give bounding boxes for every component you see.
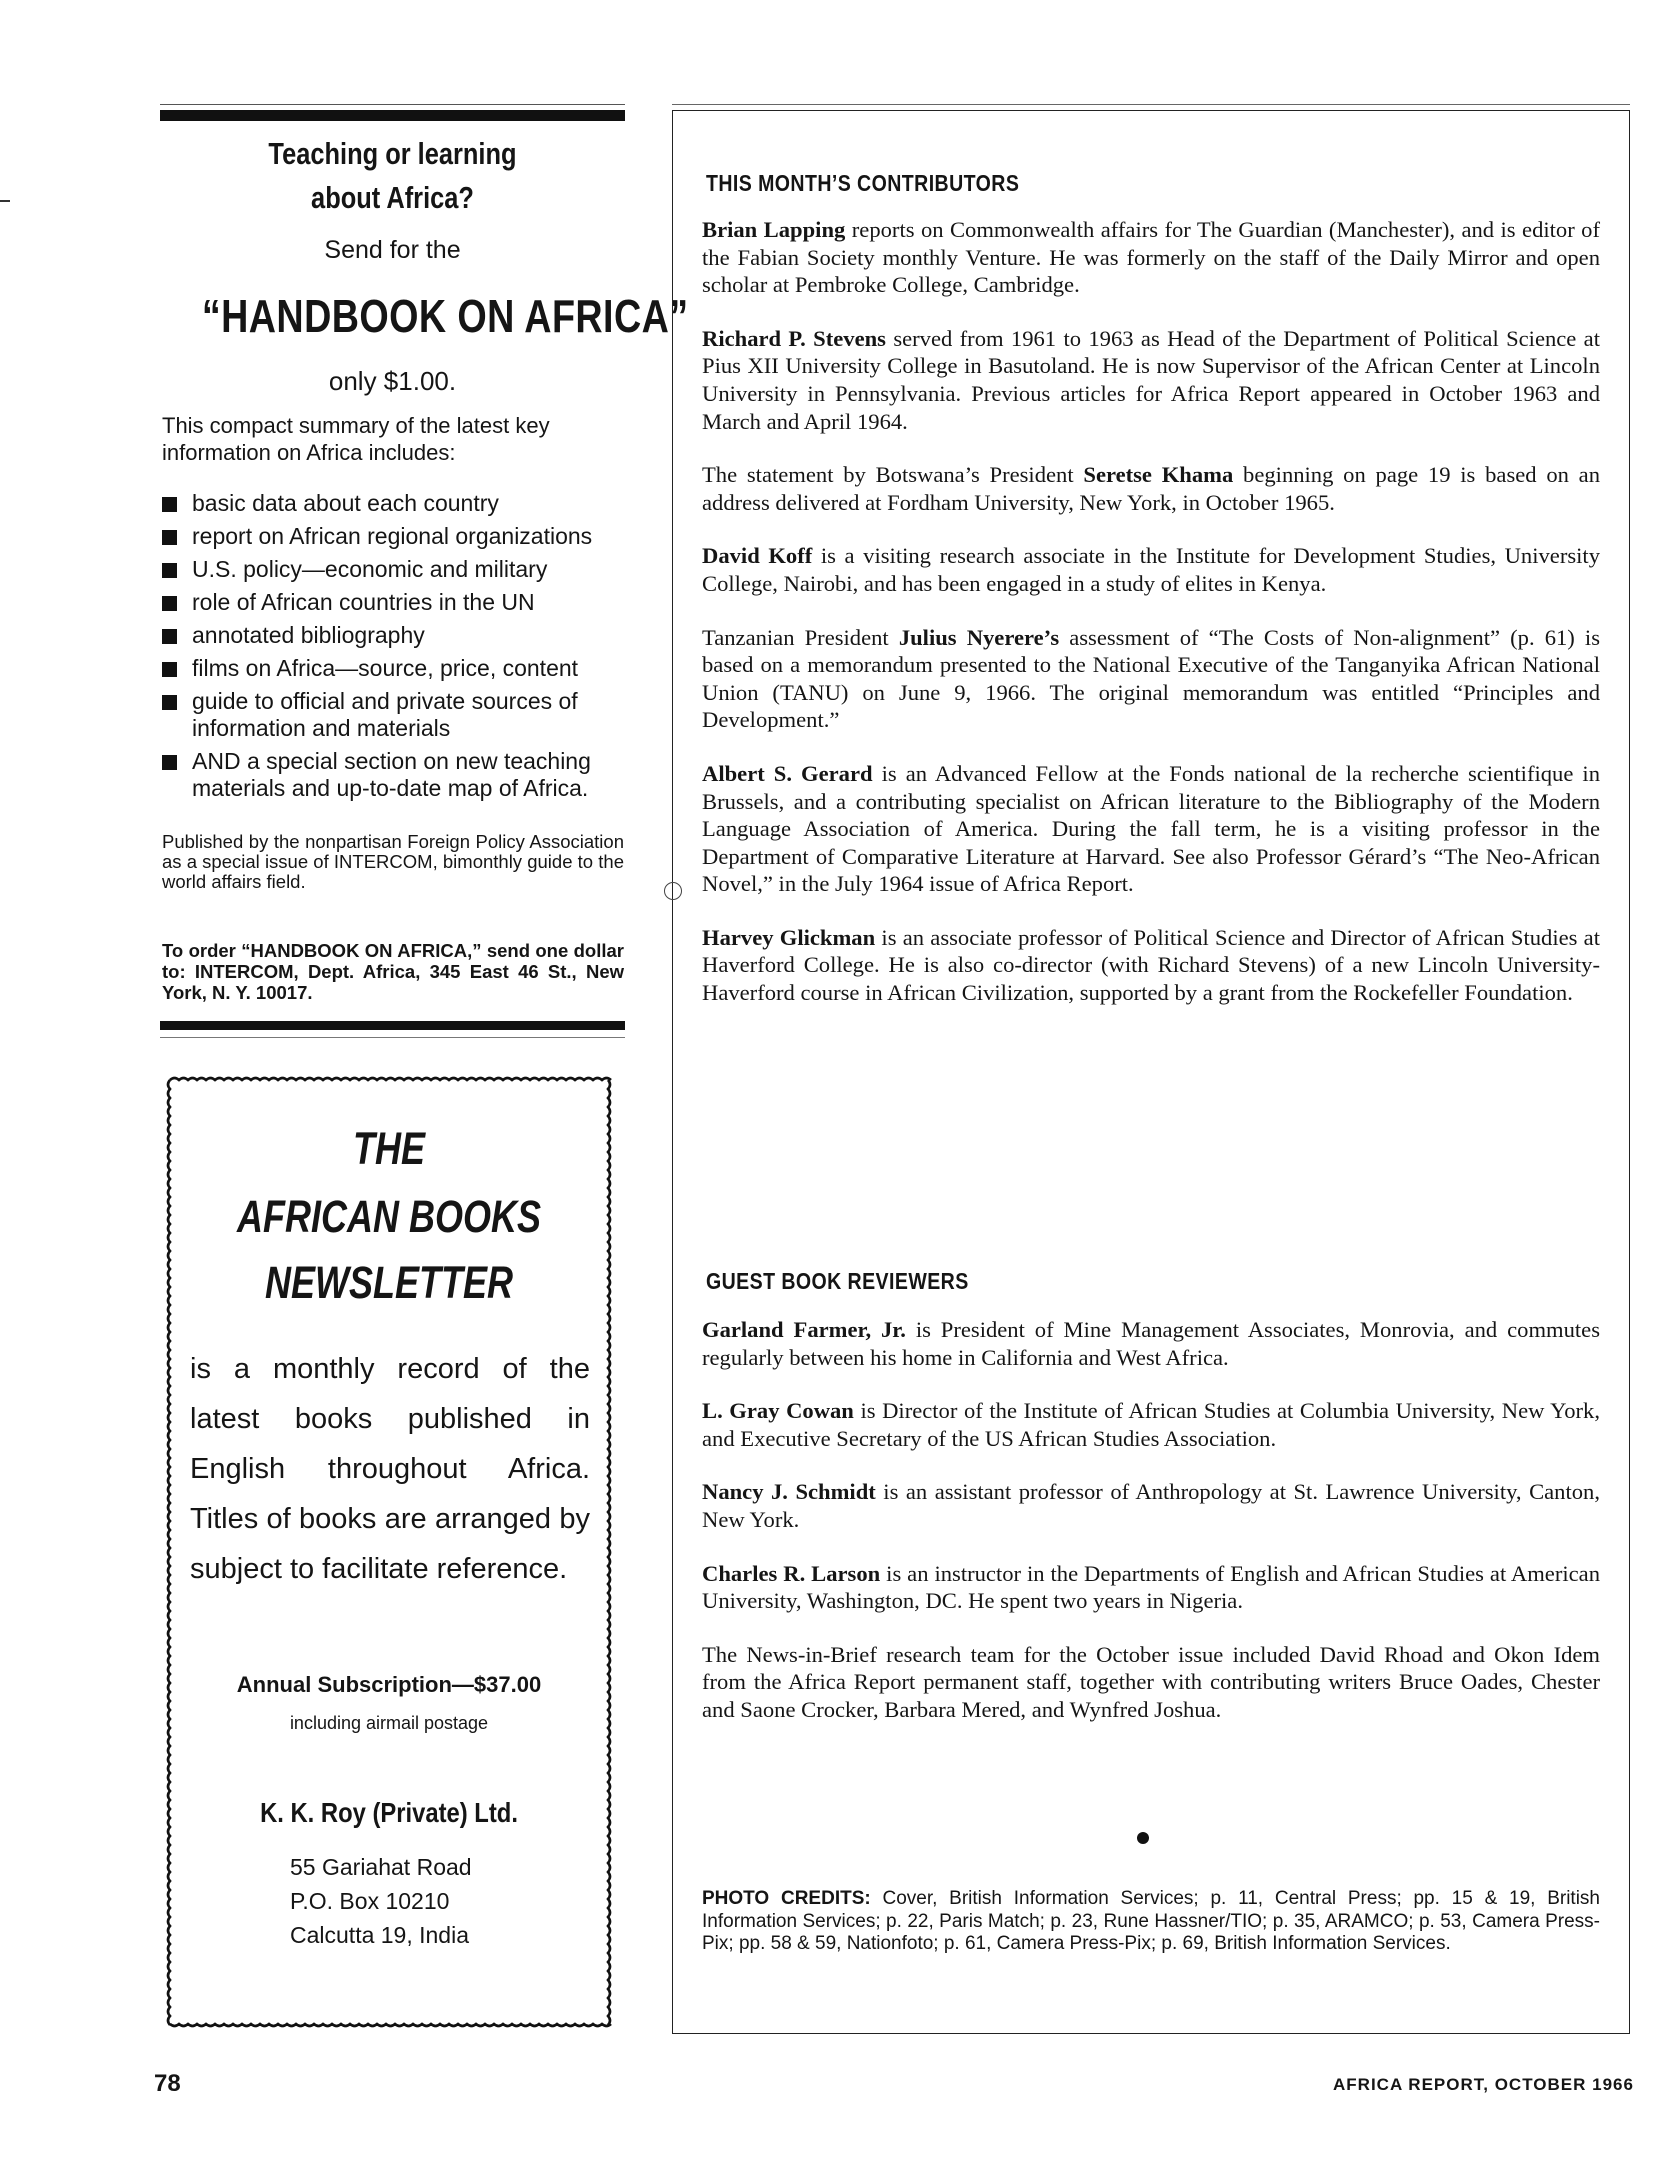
photo-credits-label: PHOTO CREDITS: [702,1888,871,1909]
bio-lead-text: Tanzanian President [702,624,899,650]
bio-text: assessment of “The Costs of Non-alignment” (p. 61) is based on a memorandum presented to the National Executive of the Tanganyika African National Union (TANU) on June 9, 1966. The original memorandum was entitled “Principles and Development.” [702,624,1600,733]
list-item [162,622,624,649]
newsletter-title-line1: THE [353,1123,425,1174]
person-name: Harvey Glickman [702,924,876,950]
running-title: AFRICA REPORT, OCTOBER 1966 [1333,2075,1634,2094]
bio-text: is a visiting research associate in the Institute for Development Studies, University College, Nairobi, and has been engaged in a study of elites in Kenya. [702,543,1600,596]
bio-lead-text: The statement by Botswana’s President [702,462,1084,488]
contributors-list [702,216,1600,1033]
handbook-contents-list [162,490,624,808]
handbook-rule-thin [160,1037,625,1038]
list-item-text: role of African countries in the UN [192,589,535,615]
person-name: Albert S. Gerard [702,760,873,786]
page-number: 78 [154,2070,181,2097]
newsletter-address [290,1850,590,1952]
bio-paragraph [702,325,1600,435]
bio-paragraph [702,1316,1600,1371]
address-line: Calcutta 19, India [290,1922,470,1948]
list-item-text: guide to official and private sources of information and materials [192,688,578,741]
scan-circle-mark [664,882,682,900]
person-name: Brian Lapping [702,217,846,242]
person-name: Julius Nyerere’s [898,624,1060,650]
list-item [162,589,624,616]
list-item [162,655,624,682]
list-item-text: AND a special section on new teaching materials and up-to-date map of Africa. [192,748,591,801]
list-item-text: annotated bibliography [192,622,425,648]
bio-paragraph [702,924,1600,1007]
square-bullet-icon [162,755,177,770]
photo-credits-text: Cover, British Information Services; p. 11, Central Press; pp. 15 & 19, British Information Services; p. 22, Paris Match; p. 23, Rune Hassner/TIO; p. 35, ARAMCO; p. 53, Camera Press-Pix; pp. 58 & 59, Nationfoto; p. 61, Camera Press-Pix; p. 69, British Information Services. [702,1888,1600,1954]
person-name: Richard P. Stevens [702,325,886,351]
bio-text: is an Advanced Fellow at the Fonds national de la recherche scientifique in Brussels, and a contributing specialist on African literature to the Bibliography of the Modern Language Association of America. During the fall term, he is a visiting professor in the Department of Comparative Literature at Harvard. See also Professor Gérard’s “The Neo-African Novel,” in the July 1964 issue of Africa Report. [702,760,1600,897]
bio-text: is an instructor in the Departments of English and African Studies at American University, Washington, DC. He spent two years in Nigeria. [702,1560,1600,1614]
bio-paragraph [702,1641,1600,1724]
square-bullet-icon [162,695,177,710]
handbook-heading [202,132,583,220]
bio-text: served from 1961 to 1963 as Head of the Department of Political Science at Pius XII University College in Basutoland. He is now Supervisor of the African Center at Lincoln University in Pennsylvania. Previous articles for Africa Report appeared in October 1963 and March and April 1964. [702,325,1600,434]
bio-paragraph [702,624,1600,734]
list-item-text: films on Africa—source, price, content [192,655,579,681]
handbook-publisher-note: Published by the nonpartisan Foreign Policy Association as a special issue of INTERCOM, bimonthly guide to the world affairs field. [162,831,624,892]
list-item-text: report on African regional organizations [192,523,593,549]
bio-paragraph [702,760,1600,898]
square-bullet-icon [162,629,177,644]
bio-paragraph [702,216,1600,299]
square-bullet-icon [162,662,177,677]
bio-paragraph [702,461,1600,516]
square-bullet-icon [162,563,177,578]
bio-text: beginning on page 19 is based on an address delivered at Fordham University, New York, in October 1965. [702,462,1600,515]
handbook-send-for: Send for the [324,236,461,264]
handbook-intro: This compact summary of the latest key information on Africa includes: [162,413,550,465]
list-item [162,688,624,742]
handbook-price: only $1.00. [328,366,457,396]
person-name: Garland Farmer, Jr. [702,1317,906,1342]
bio-paragraph [702,1397,1600,1452]
reviewers-heading: GUEST BOOK REVIEWERS [706,1268,969,1294]
bio-text: is President of Mine Management Associates, Monrovia, and commutes regularly between his home in California and West Africa. [702,1317,1600,1370]
bio-paragraph [702,1560,1600,1615]
scan-mark [0,200,10,202]
handbook-title: “HANDBOOK ON AFRICA” [201,290,689,342]
address-line: 55 Gariahat Road [290,1854,472,1880]
reviewers-list [702,1316,1600,1750]
square-bullet-icon [162,596,177,611]
bio-paragraph [702,1478,1600,1533]
bio-text: The News-in-Brief research team for the October issue included David Rhoad and Okon Idem from the Africa Report permanent staff, together with contributing writers Bruce Oades, Chester and Saone Crocker, Barbara Mered, and Wynfred Joshua. [702,1641,1600,1722]
person-name: Seretse Khama [1083,462,1234,488]
square-bullet-icon [162,497,177,512]
section-dot-ornament [1137,1832,1149,1844]
handbook-heading-line2: about Africa? [311,180,474,215]
list-item [162,748,624,802]
bio-paragraph [702,542,1600,597]
newsletter-subscription-price: Annual Subscription—$37.00 [236,1672,542,1697]
list-item-text: basic data about each country [192,490,499,516]
person-name: David Koff [702,543,813,569]
bio-text: reports on Commonwealth affairs for The Guardian (Manchester), and is editor of the Fabian Society monthly Venture. He was formerly on the staff of the Daily Mirror and open scholar at Pembroke College, Cambridge. [702,217,1600,298]
bio-text: is an associate professor of Political Science and Director of African Studies at Haverford College. He is also co-director (with Richard Stevens) of a new Lincoln University-Haverford course in African Civilization, supported by a grant from the Rockefeller Foundation. [702,924,1600,1006]
list-item [162,490,624,517]
list-item [162,556,624,583]
handbook-rule-thin [160,104,625,105]
newsletter-title-line3: NEWSLETTER [265,1257,513,1308]
list-item [162,523,624,550]
person-name: L. Gray Cowan [702,1398,854,1424]
handbook-rule-top [160,110,625,121]
handbook-heading-line1: Teaching or learning [268,136,517,171]
newsletter-postage-note: including airmail postage [289,1713,489,1733]
person-name: Nancy J. Schmidt [702,1479,876,1505]
handbook-order-note: To order “HANDBOOK ON AFRICA,” send one dollar to: INTERCOM, Dept. Africa, 345 East 46 St., New York, N. Y. 10017. [162,940,624,1003]
list-item-text: U.S. policy—economic and military [192,556,548,582]
photo-credits [702,1888,1600,1956]
address-line: P.O. Box 10210 [290,1888,450,1914]
person-name: Charles R. Larson [702,1560,881,1586]
newsletter-company-name: K. K. Roy (Private) Ltd. [260,1797,518,1828]
contributors-heading: THIS MONTH’S CONTRIBUTORS [706,170,1020,196]
square-bullet-icon [162,530,177,545]
newsletter-title-line2: AFRICAN BOOKS [237,1191,541,1242]
handbook-rule-bottom [160,1021,625,1030]
right-box-rule-thin [672,104,1630,105]
bio-text: is an assistant professor of Anthropology at St. Lawrence University, Canton, New York. [702,1479,1600,1532]
bio-text: is Director of the Institute of African Studies at Columbia University, New York, and Executive Secretary of the US African Studies Association. [702,1398,1600,1451]
newsletter-description: is a monthly record of the latest books published in English throughout Africa. Titles of books are arranged by subject to facilitate reference. [190,1353,590,1585]
